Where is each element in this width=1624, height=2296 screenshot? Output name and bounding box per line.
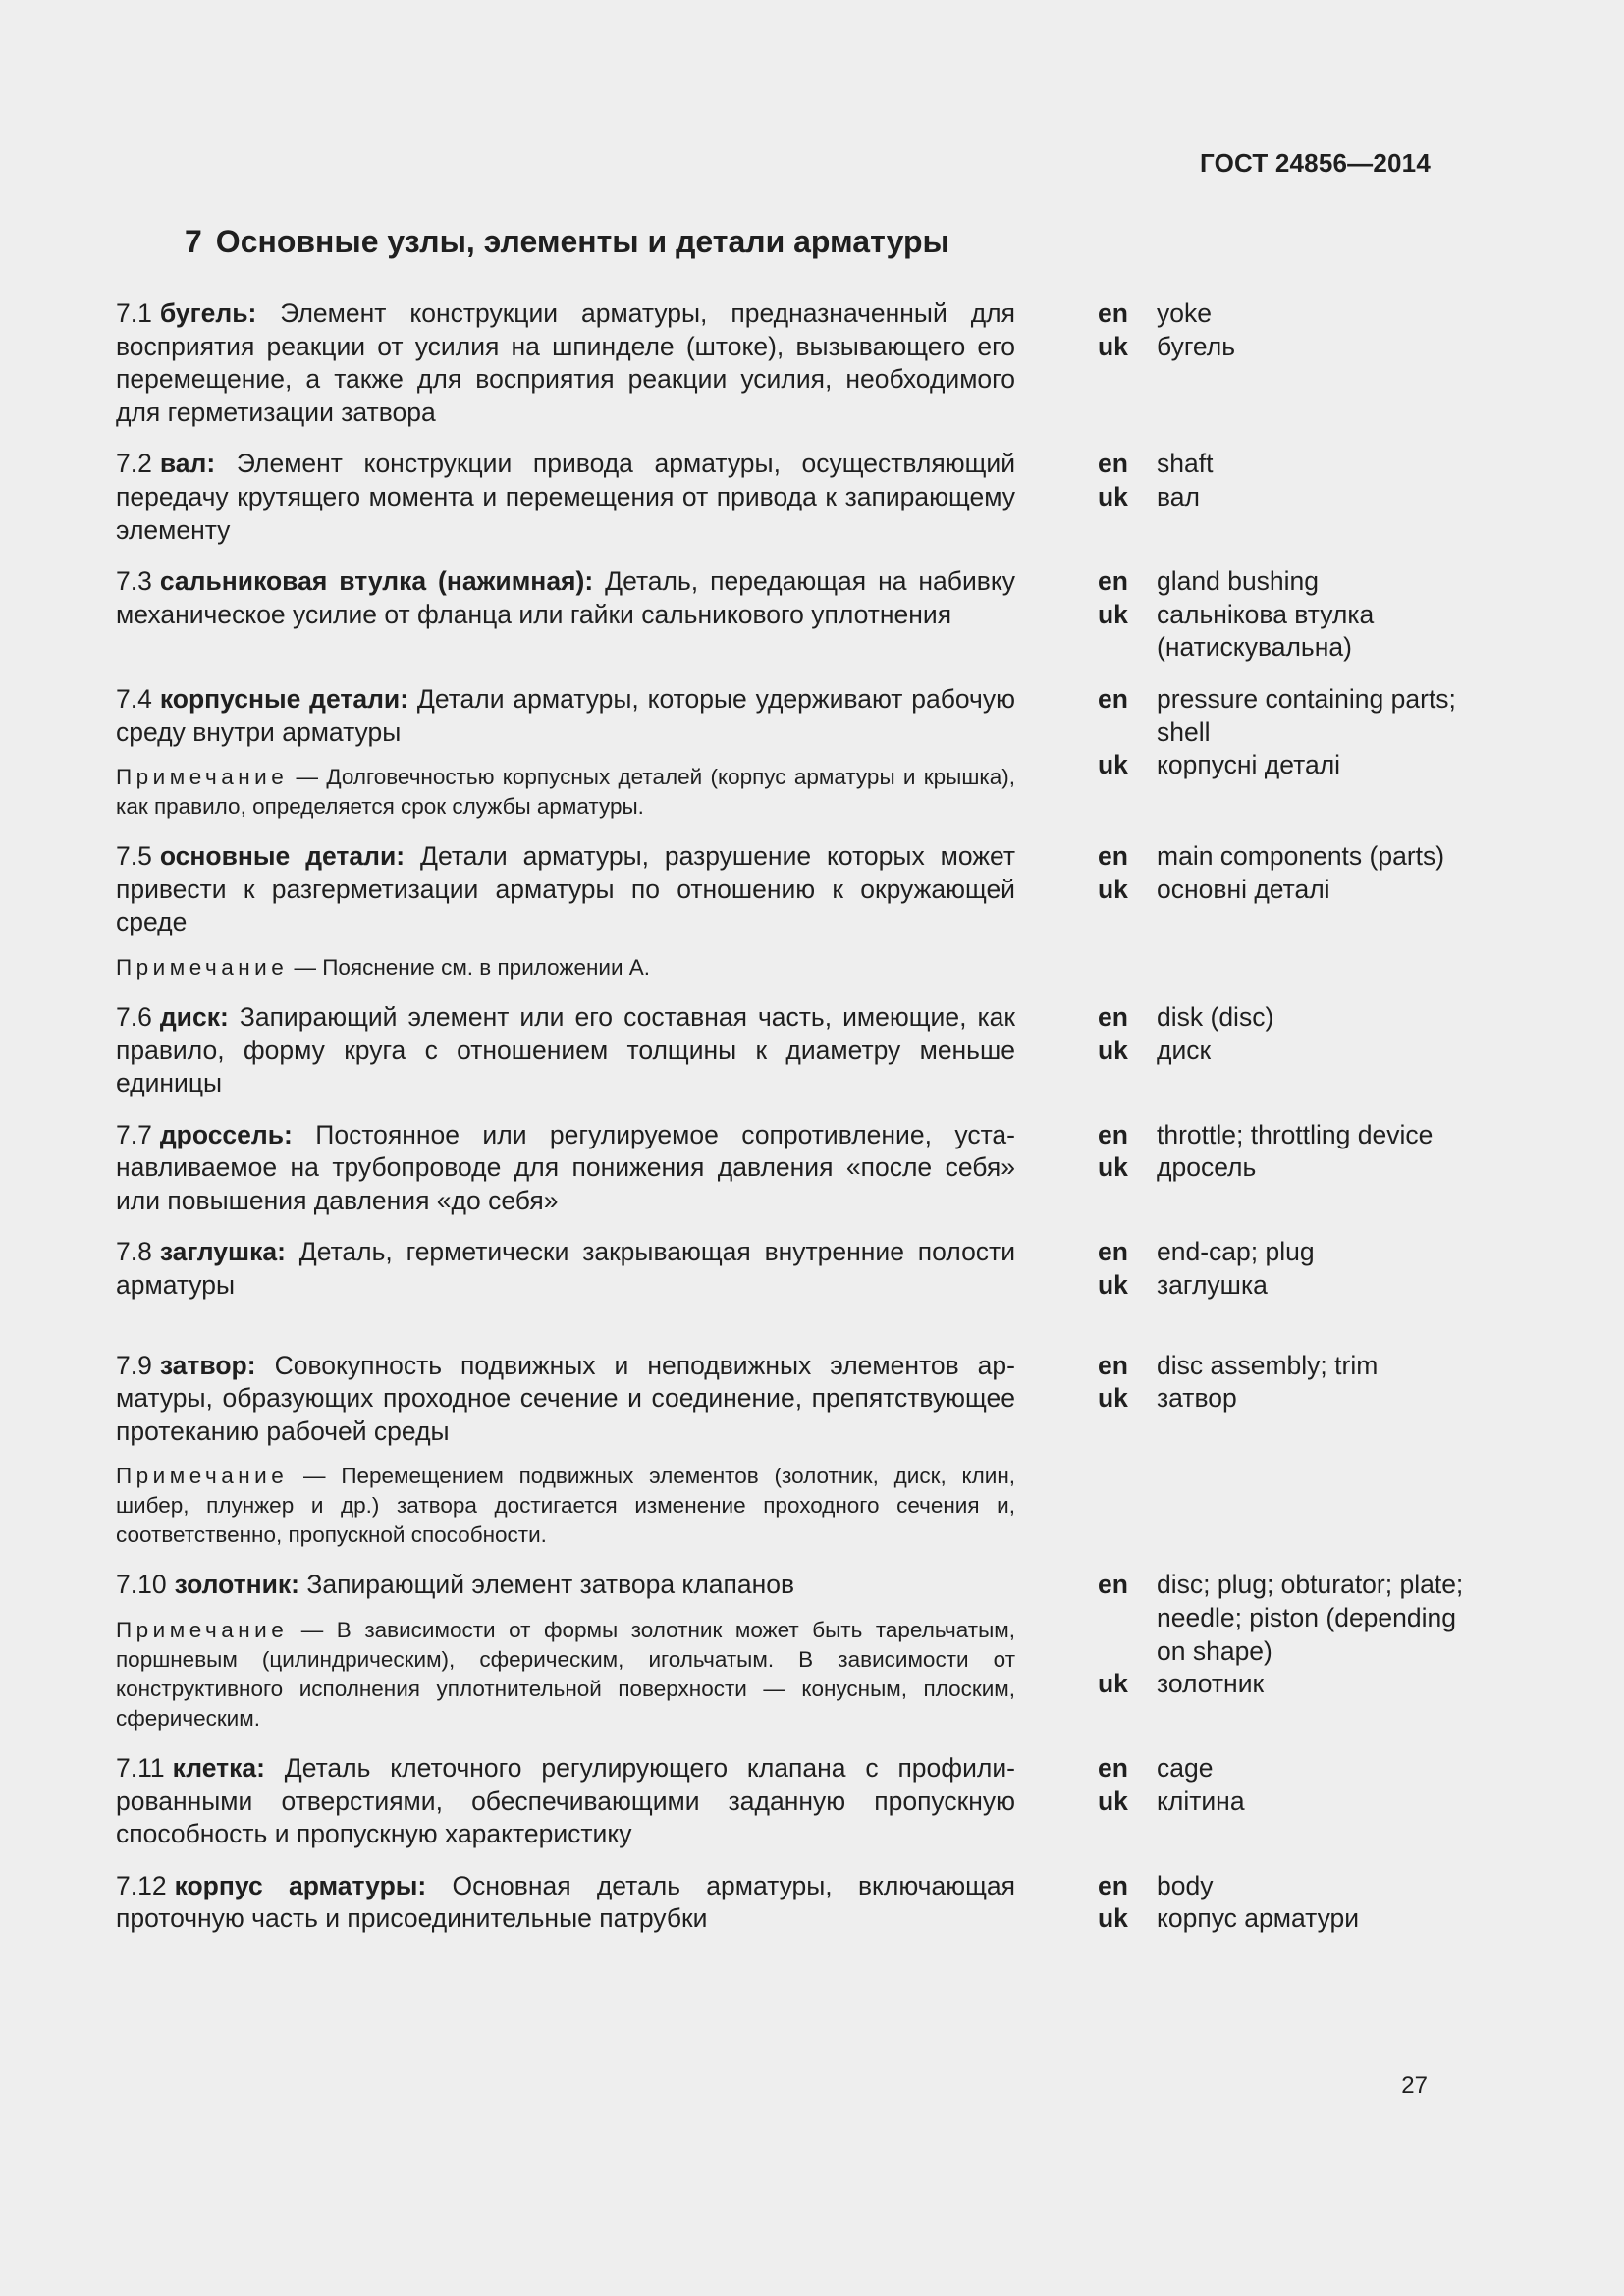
translation-uk-text: затвор xyxy=(1157,1383,1237,1414)
term-definition xyxy=(116,1870,1015,1936)
translation-en-text: disk (disc) xyxy=(1157,1001,1274,1032)
term-definition xyxy=(116,297,1015,429)
translation-uk xyxy=(1098,331,1471,364)
translation-en xyxy=(1098,1119,1471,1152)
translation-uk-text: сальнікова втулка (натискувальна) xyxy=(1157,599,1375,663)
translation-en xyxy=(1098,1870,1471,1903)
term-number: 7.8 xyxy=(116,1237,152,1267)
translation-uk xyxy=(1098,1668,1471,1701)
term-translations xyxy=(1098,1350,1471,1551)
lang-code-en: en xyxy=(1098,1753,1128,1784)
translation-en xyxy=(1098,297,1471,331)
term-note xyxy=(116,763,1015,822)
term-definition-text: Деталь, передающая на набивку механическое усилие от фланца или гайки сальникового уплотнения xyxy=(116,566,1015,629)
lang-code-en: en xyxy=(1098,1119,1128,1149)
term-definition-column xyxy=(116,1119,1015,1218)
lang-code-uk: uk xyxy=(1098,750,1128,780)
term-definition-column xyxy=(116,1569,1015,1734)
note-label: Примечание xyxy=(116,1618,289,1643)
term-translations xyxy=(1098,448,1471,547)
term-translations xyxy=(1098,683,1471,822)
translation-uk-text: корпус арматури xyxy=(1157,1903,1360,1934)
term-name: клетка: xyxy=(172,1753,265,1784)
lang-code-uk: uk xyxy=(1098,331,1128,361)
translation-en-text: body xyxy=(1157,1870,1214,1900)
translation-en xyxy=(1098,448,1471,481)
term-definition xyxy=(116,1752,1015,1851)
term-definition-column xyxy=(116,297,1015,429)
translation-en xyxy=(1098,683,1471,749)
term-number: 7.6 xyxy=(116,1001,152,1032)
translation-en xyxy=(1098,1350,1471,1383)
translation-uk xyxy=(1098,749,1471,782)
section-title-text: Основные узлы, элементы и детали арматуры xyxy=(215,224,949,259)
term-definition xyxy=(116,1569,1015,1602)
term-definition-column xyxy=(116,1870,1015,1936)
term-entry xyxy=(116,1119,1434,1218)
term-name: диск: xyxy=(159,1001,229,1032)
document-id-header: ГОСТ 24856—2014 xyxy=(1200,148,1431,178)
term-definition-text: Основная деталь арматуры, включающая проточную часть и присоединительные патрубки xyxy=(116,1870,1015,1934)
term-definition-text: Запирающий элемент или его составная часть, имеющие, как правило, форму круга с отношением толщины к диаметру меньше единицы xyxy=(116,1001,1015,1098)
term-definition-text: Элемент конструкции арматуры, предназначенный для восприятия реакции от усилия на шпинделе (штоке), вызывающего его перемещение, а также для восприятия реакции усилия, необходимого для герметизации затвора xyxy=(116,298,1015,427)
term-translations xyxy=(1098,565,1471,665)
term-definition xyxy=(116,1236,1015,1302)
lang-code-uk: uk xyxy=(1098,1903,1128,1934)
translation-en-text: throttle; throttling device xyxy=(1157,1119,1434,1149)
lang-code-en: en xyxy=(1098,841,1128,872)
lang-code-uk: uk xyxy=(1098,1669,1128,1699)
lang-code-en: en xyxy=(1098,566,1128,597)
term-entry xyxy=(116,1350,1392,1551)
page-number: 27 xyxy=(1401,2072,1428,2099)
term-definition-column xyxy=(116,1236,1015,1302)
translation-uk xyxy=(1098,1269,1471,1303)
term-entry xyxy=(116,1236,1392,1302)
term-definition xyxy=(116,1119,1015,1218)
translation-uk-text: дросель xyxy=(1157,1152,1257,1183)
translation-uk xyxy=(1098,1786,1471,1819)
term-note xyxy=(116,1462,1015,1550)
lang-code-en: en xyxy=(1098,1870,1128,1900)
term-definition-text: Постоянное или регулируемое сопротивление, устанавливаемое на трубопроводе для понижения давления «после себя» или повышения давления «до себя» xyxy=(116,1119,1015,1215)
translation-uk xyxy=(1098,1382,1471,1415)
term-entry xyxy=(116,1870,1392,1936)
term-definition-column xyxy=(116,840,1015,983)
translation-en-text: shaft xyxy=(1157,449,1214,479)
term-entry xyxy=(116,683,1456,822)
note-text: — Перемещением подвижных элементов (золотник, диск, клин, шибер, плунжер и др.) затвора достигается изменение проходного сечения и, соответственно, пропускной способности. xyxy=(116,1464,1015,1548)
term-number: 7.12 xyxy=(116,1870,167,1900)
translation-en-text: main components (parts) xyxy=(1157,841,1445,872)
term-definition xyxy=(116,1350,1015,1449)
lang-code-uk: uk xyxy=(1098,1383,1128,1414)
term-definition-column xyxy=(116,1752,1015,1851)
term-name: вал: xyxy=(159,449,216,479)
term-definition-column xyxy=(116,565,1015,665)
translation-en xyxy=(1098,840,1471,874)
note-label: Примечание xyxy=(116,954,289,980)
translation-en-text: disc assembly; trim xyxy=(1157,1350,1379,1380)
note-label: Примечание xyxy=(116,1464,289,1489)
translation-en xyxy=(1098,1236,1471,1269)
lang-code-en: en xyxy=(1098,1350,1128,1380)
term-number: 7.5 xyxy=(116,841,152,872)
term-definition-text: Детали арматуры, разрушение которых может привести к разгерметизации арматуры по отношению к окружающей среде xyxy=(116,841,1015,937)
translation-en-text: end-cap; plug xyxy=(1157,1237,1315,1267)
term-entry xyxy=(116,1752,1392,1851)
term-number: 7.9 xyxy=(116,1350,152,1380)
term-translations xyxy=(1098,1001,1471,1100)
term-note xyxy=(116,1616,1015,1734)
term-name: заглушка: xyxy=(159,1237,286,1267)
translation-uk xyxy=(1098,1035,1471,1068)
term-definition-column xyxy=(116,1350,1015,1551)
term-entry xyxy=(116,1001,1392,1100)
term-number: 7.2 xyxy=(116,449,152,479)
term-definition xyxy=(116,840,1015,939)
translation-uk-text: корпусні деталі xyxy=(1157,750,1341,780)
term-definition-text: Элемент конструкции привода арматуры, осуществляющий передачу крутящего момента и перемещения от привода к запирающему элементу xyxy=(116,449,1015,545)
term-number: 7.4 xyxy=(116,683,152,714)
term-definition xyxy=(116,448,1015,547)
term-number: 7.3 xyxy=(116,566,152,597)
section-number: 7 xyxy=(185,224,202,259)
term-translations xyxy=(1098,1569,1471,1734)
translation-en xyxy=(1098,1001,1471,1035)
term-entry xyxy=(116,840,1445,983)
translation-uk xyxy=(1098,1902,1471,1936)
term-translations xyxy=(1098,297,1471,429)
term-name: бугель: xyxy=(159,298,257,328)
lang-code-uk: uk xyxy=(1098,1270,1128,1301)
lang-code-uk: uk xyxy=(1098,1035,1128,1065)
translation-uk xyxy=(1098,599,1471,665)
note-text: — В зависимости от формы золотник может быть тарельчатым, поршневым (цилиндрическим), сферическим, игольчатым. В зависимости от конструктивного исполнения уплотнительной поверхности — конусным, плоским, сферическим. xyxy=(116,1618,1015,1732)
term-entry xyxy=(116,565,1392,665)
translation-en-text: disc; plug; obturator; plate; needle; piston (depending on shape) xyxy=(1157,1570,1464,1666)
term-name: дроссель: xyxy=(159,1119,293,1149)
term-definition-text: Деталь, герметически закрывающая внутренние полости арматуры xyxy=(116,1237,1015,1301)
term-number: 7.10 xyxy=(116,1570,167,1600)
term-translations xyxy=(1098,1870,1471,1936)
terms-list xyxy=(116,297,1464,1954)
translation-en-text: gland bushing xyxy=(1157,566,1320,597)
lang-code-uk: uk xyxy=(1098,1786,1128,1816)
term-entry xyxy=(116,1569,1464,1734)
note-text: — Долговечностью корпусных деталей (корпус арматуры и крышка), как правило, определяется срок службы арматуры. xyxy=(116,765,1015,820)
section-title xyxy=(185,224,949,260)
term-definition-text: Деталь клеточного регулирующего клапана с профилированными отверстиями, обеспечивающими заданную пропускную способность и пропускную характеристику xyxy=(116,1753,1015,1849)
term-definition-column xyxy=(116,683,1015,822)
term-translations xyxy=(1098,1236,1471,1302)
term-translations xyxy=(1098,1752,1471,1851)
translation-uk-text: клітина xyxy=(1157,1786,1245,1816)
translation-en xyxy=(1098,1752,1471,1786)
translation-uk-text: заглушка xyxy=(1157,1270,1268,1301)
term-name: основные детали: xyxy=(159,841,406,872)
term-number: 7.11 xyxy=(116,1753,165,1784)
translation-uk-text: диск xyxy=(1157,1035,1212,1065)
term-definition-column xyxy=(116,1001,1015,1100)
term-name: затвор: xyxy=(159,1350,256,1380)
note-text: — Пояснение см. в приложении А. xyxy=(294,954,651,980)
translation-en xyxy=(1098,1569,1471,1668)
translation-uk xyxy=(1098,481,1471,514)
term-name: сальниковая втулка (нажимная): xyxy=(159,566,594,597)
term-definition-text: Запирающий элемент затвора клапанов xyxy=(306,1570,795,1600)
term-definition xyxy=(116,683,1015,749)
translation-en-text: yoke xyxy=(1157,298,1212,328)
translation-uk-text: бугель xyxy=(1157,331,1236,361)
term-definition xyxy=(116,1001,1015,1100)
lang-code-en: en xyxy=(1098,1001,1128,1032)
term-translations xyxy=(1098,840,1471,983)
term-definition-column xyxy=(116,448,1015,547)
lang-code-en: en xyxy=(1098,1570,1128,1600)
term-note xyxy=(116,953,1015,983)
lang-code-uk: uk xyxy=(1098,1152,1128,1183)
translation-uk-text: основні деталі xyxy=(1157,874,1330,904)
lang-code-uk: uk xyxy=(1098,599,1128,629)
lang-code-en: en xyxy=(1098,683,1128,714)
note-label: Примечание xyxy=(116,765,289,790)
term-number: 7.1 xyxy=(116,298,152,328)
translation-en-text: pressure containing parts; shell xyxy=(1157,683,1456,747)
lang-code-en: en xyxy=(1098,298,1128,328)
translation-uk xyxy=(1098,874,1471,907)
translation-uk-text: вал xyxy=(1157,481,1200,511)
translation-uk xyxy=(1098,1151,1471,1185)
term-translations xyxy=(1098,1119,1471,1218)
lang-code-en: en xyxy=(1098,1237,1128,1267)
translation-en-text: cage xyxy=(1157,1753,1214,1784)
lang-code-uk: uk xyxy=(1098,481,1128,511)
term-entry xyxy=(116,448,1392,547)
term-definition-text: Детали арматуры, которые удерживают рабочую среду внутри арматуры xyxy=(116,683,1015,747)
lang-code-en: en xyxy=(1098,449,1128,479)
term-definition xyxy=(116,565,1015,631)
translation-en xyxy=(1098,565,1471,599)
term-number: 7.7 xyxy=(116,1119,152,1149)
term-name: корпусные детали: xyxy=(159,683,409,714)
lang-code-uk: uk xyxy=(1098,874,1128,904)
term-name: золотник: xyxy=(174,1570,299,1600)
translation-uk-text: золотник xyxy=(1157,1669,1265,1699)
term-entry xyxy=(116,297,1392,429)
term-definition-text: Совокупность подвижных и неподвижных элементов арматуры, образующих проходное сечение и соединение, препятствующее протеканию рабочей среды xyxy=(116,1350,1015,1446)
term-name: корпус арматуры: xyxy=(174,1870,427,1900)
